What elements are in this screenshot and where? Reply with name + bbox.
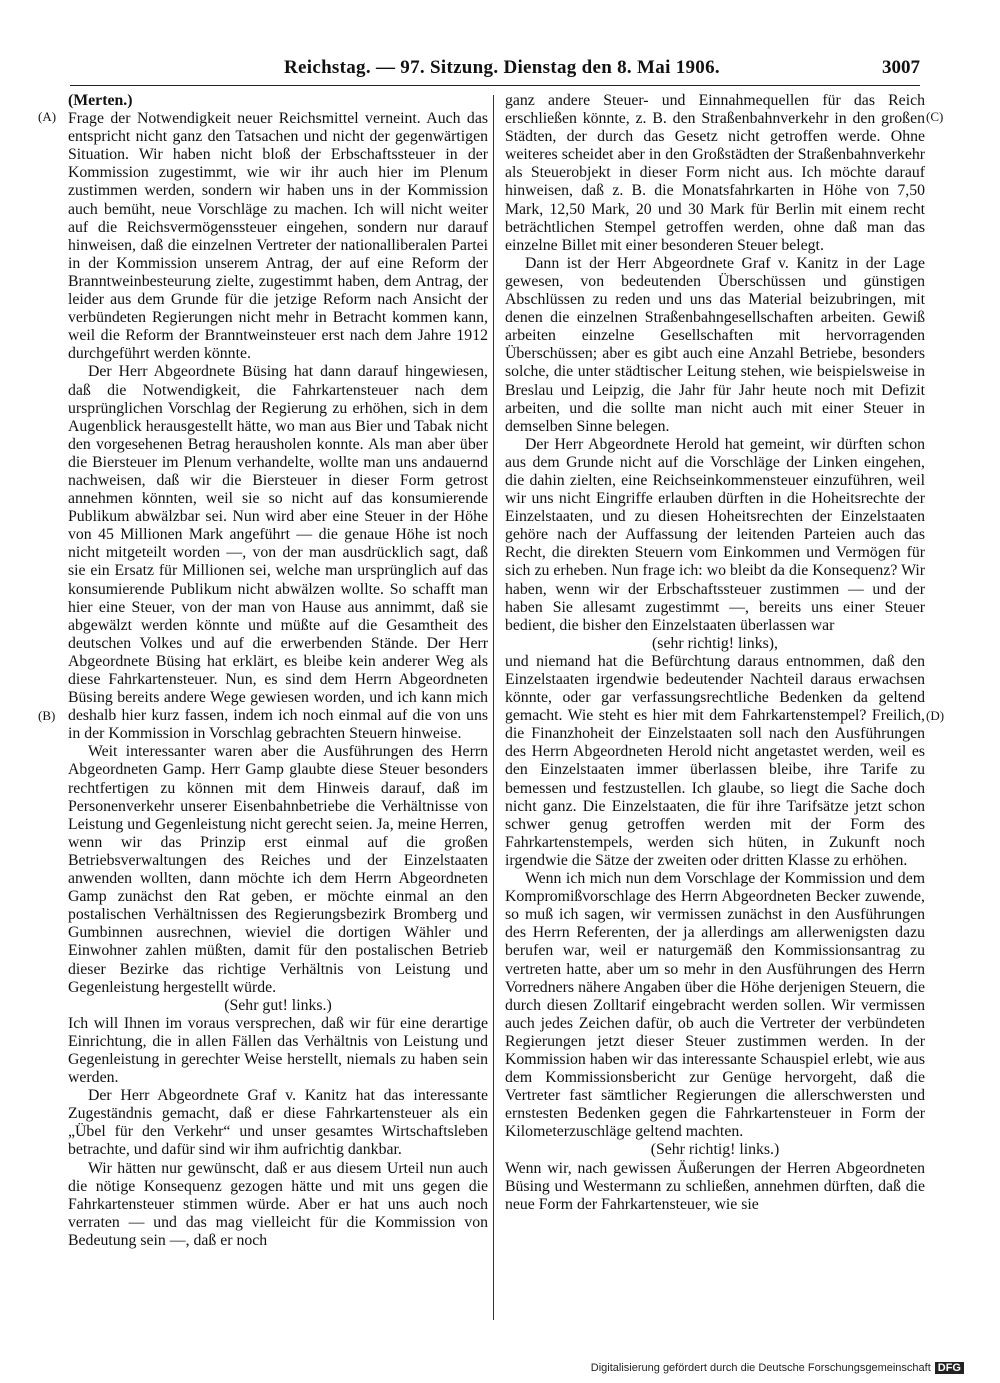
footer-text: Digitalisierung gefördert durch die Deutsche Forschungsgemeinschaft [590,1362,931,1374]
left-column [68,92,488,1250]
paragraph: Ich will Ihnen im voraus versprechen, daß wir für eine derartige Einrichtung, die in allen Fällen das Verhältnis von Leistung und Gegenleistung in gerechter Weise herstellt, niemals zu haben sein werden. [68,1014,488,1087]
page-number: 3007 [882,57,920,78]
paragraph: Der Herr Abgeordnete Herold hat gemeint, wir dürften schon aus dem Grunde nicht auf die Vorschläge der Linken eingehen, die dahin zielten, eine Reichseinkommensteuer einzuführen, weil wir uns nicht Eingriffe erlauben dürften in die Hoheitsrechte der Einzelstaaten, und zu diesen Hoheitsrechten der Einzelstaaten gehöre nach der Auffassung der leitenden Parteien auch das Recht, die direkten Steuern vom Einkommen und Vermögen für sich zu erheben. Nun frage ich: wo bleibt da die Konsequenz? Wir haben, wenn wir der Erbschaftssteuer zustimmen — und der haben Sie allesamt zugestimmt —, bereits uns einer Steuer bedient, die bisher den Einzelstaaten überlassen war [505,435,925,634]
right-column [505,92,925,1214]
paragraph: Wenn ich mich nun dem Vorschlage der Kommission und dem Kompromißvorschlage des Herrn Abgeordneten Becker zuwende, so muß ich sagen, wir vermissen zunächst in den Ausführungen des Herrn Referenten, der ja allerdings am allerwenigsten dazu berufen war, weil er naturgemäß den Kommissionsantrag zu vertreten hatte, aber um so mehr in den Ausführungen des Herrn Vorredners nähere Angaben über die Höhe derjenigen Steuern, die durch diesen Zolltarif eingebracht werden sollen. Wir vermissen auch jedes Zeichen dafür, ob auch die Vertreter der verbündeten Regierungen jetzt dieser Steuer zustimmen werden. In der Kommission haben wir das interessante Schauspiel erlebt, wie aus dem Kommissionsbericht zur Genüge hervorgeht, daß die Vertreter fast sämtlicher Regierungen die allerschwersten und ernstesten Bedenken gegen die Fahrkartensteuer in Form der Kilometerzuschläge geltend machten. [505,870,925,1141]
paragraph: Frage der Notwendigkeit neuer Reichsmittel verneint. Auch das entspricht nicht ganz den Tatsachen und nicht der gegenwärtigen Situation. Wir haben nicht bloß der Erbschaftssteuer in der Kommission zugestimmt, wie wir ihr auch hier im Plenum zustimmen werden, sondern wir haben uns in der Kommission auch bemüht, neue Vorschläge zu machen. Ich will nicht weiter auf die Reichsvermögenssteuer eingehen, sondern nur darauf hinweisen, daß die einzelnen Vertreter der nationalliberalen Partei in der Kommission unserem Antrag, der auf eine Reform der Branntweinbesteurung zielte, zugestimmt haben, dem Antrag, der leider aus dem Grunde für die jetzige Reform nach Ansicht der verbündeten Regierungen nicht mehr in Betracht kommen kann, weil die Reform der Branntweinsteuer erst nach dem Jahre 1912 durchgeführt werden könnte. [68,110,488,363]
interjection: (Sehr gut! links.) [224,996,332,1014]
column-divider [493,95,494,1320]
interjection: (Sehr richtig! links.) [650,1141,780,1159]
margin-label-d: (D) [926,708,945,723]
speaker-name: (Merten.) [68,92,133,109]
paragraph: Wenn wir, nach gewissen Äußerungen der Herren Abgeordneten Büsing und Westermann zu schließen, annehmen dürften, daß die neue Form der Fahrkartensteuer, wie sie [505,1159,925,1213]
interjection: (sehr richtig! links), [652,634,778,652]
paragraph: Der Herr Abgeordnete Büsing hat dann darauf hingewiesen, daß die Notwendigkeit, die Fahrkartensteuer nach dem ursprünglichen Vorschlag der Regierung zu erhöhen, sich in dem Augenblick herausgestellt hätte, wo man aus Bier und Tabak nicht den vorgesehenen Betrag herausholen konnte. Als man aber über die Biersteuer im Plenum verhandelte, wollte man uns andauernd nachweisen, daß wir die Biersteuer in dieser Form getrost annehmen könnten, weil sie so nicht auf das konsumierende Publikum abwälzbar sei. Nun wird aber eine Steuer in der Höhe von 45 Millionen Mark angeführt — die genaue Höhe ist noch nicht mitgeteilt worden —, von der man ausdrücklich sagt, daß sie ein Ersatz für Millionen sei, welche man ursprünglich auf das konsumierende Publikum nicht abwälzen wollte. So schafft man hier eine Steuer, von der man von Hause aus annimmt, daß sie abgewälzt werden könnte und müßte auf die Gesamtheit des deutschen Volkes und auf die erwerbenden Stände. Der Herr Abgeordnete Büsing hat erklärt, es bleibe kein anderer Weg als diese Fahrkartensteuer. Nun, es sind dem Herrn Abgeordneten Büsing bereits andere Wege gewiesen worden, und ich kann mich deshalb hier kurz fassen, indem ich noch einmal auf die von uns in der Kommission in Vorschlag gebrachten Steuern hinweise. [68,363,488,743]
paragraph: Der Herr Abgeordnete Graf v. Kanitz hat das interessante Zugeständnis gemacht, daß er diese Fahrkartensteuer als ein „Übel für den Verkehr“ und unser gesamtes Wirtschaftsleben betrachte, und dafür sind wir ihm aufrichtig dankbar. [68,1087,488,1159]
paragraph: und niemand hat die Befürchtung daraus entnommen, daß den Einzelstaaten irgendwie bedeutender Nachteil daraus erwachsen könnte, oder gar verfassungsrechtliche Bedenken da geltend gemacht. Wie steht es hier mit dem Fahrkartenstempel? Freilich, die Finanzhoheit der Einzelstaaten soll nach den Ausführungen des Herrn Abgeordneten Herold nicht angetastet werden, weil es den Einzelstaaten immer überlassen bleibe, ihre Tarife zu bemessen und festzustellen. Ich glaube, so liegt die Sache doch nicht ganz. Die Einzelstaaten, die für ihre Tarifsätze jetzt schon schwer genug getroffen werden mit der Form des Fahrkartenstempels, werden sich hüten, in Zukunft noch irgendwie die Sätze der zweiten oder dritten Klasse zu erhöhen. [505,652,925,869]
paragraph: Weit interessanter waren aber die Ausführungen des Herrn Abgeordneten Gamp. Herr Gamp glaubte diese Steuer besonders rechtfertigen zu können mit dem Hinweis darauf, daß im Personenverkehr unserer Eisenbahnbetriebe die Verhältnisse von Leistung und Gegenleistung nicht gerecht seien. Ja, meine Herren, wenn wir das Prinzip erst einmal auf die großen Betriebsverwaltungen des Reiches und der Einzelstaaten anwenden wollten, dann möchte ich dem Herrn Abgeordneten Gamp zunächst den Rat geben, er möchte einmal an den postalischen Verhältnissen des Regierungsbezirk Bromberg und Gumbinnen ausrechnen, wieviel die dortigen Wähler und Einwohner zahlen müßten, damit für den postalischen Betrieb dieser Bezirke das richtige Verhältnis von Leistung und Gegenleistung hergestellt würde. [68,743,488,996]
dfg-logo-icon: DFG [935,1362,964,1374]
paragraph: Dann ist der Herr Abgeordnete Graf v. Kanitz in der Lage gewesen, von bedeutenden Überschüssen und günstigen Abschlüssen zu reden und uns das Material beizubringen, mit denen die einzelnen Straßenbahngesellschaften arbeiten. Gewiß arbeiten einzelne Gesellschaften mit hervorragenden Überschüssen; aber es gibt auch eine Anzahl Betriebe, besonders solche, die unter städtischer Leitung stehen, wie beispielsweise in Breslau und Leipzig, die Jahr für Jahr heute noch mit Defizit arbeiten, und die sollte man nicht auch mit einer Steuer in demselben Sinne belegen. [505,254,925,435]
paragraph: ganz andere Steuer- und Einnahmequellen für das Reich erschließen könnte, z. B. den Straßenbahnverkehr in den großen Städten, der durch das Gesetz nicht getroffen werde. Ohne weiteres scheidet aber in den Großstädten der Straßenbahnverkehr als Steuerobjekt in dieser Form nicht aus. Ich möchte darauf hinweisen, daß z. B. die Monatsfahrkarten in Höhe von 7,50 Mark, 12,50 Mark, 20 und 30 Mark für Berlin mit einem recht beträchtlichen Stempel getroffen werden, ohne daß man das einzelne Billet mit einer besonderen Steuer belegt. [505,92,925,254]
margin-label-c: (C) [926,109,944,124]
header-title: Reichstag. — 97. Sitzung. Dienstag den 8. Mai 1906. [284,57,720,78]
margin-label-b: (B) [38,708,56,723]
page-header [70,57,920,86]
margin-label-a: (A) [38,109,57,124]
footer-credit [591,1362,964,1374]
paragraph: Wir hätten nur gewünscht, daß er aus diesem Urteil nun auch die nötige Konsequenz gezogen hätte und mit uns gegen die Fahrkartensteuer stimmen würde. Aber er hat uns auch noch verraten — und das mag vielleicht für die Kommission von Bedeutung sein —, daß er noch [68,1159,488,1249]
